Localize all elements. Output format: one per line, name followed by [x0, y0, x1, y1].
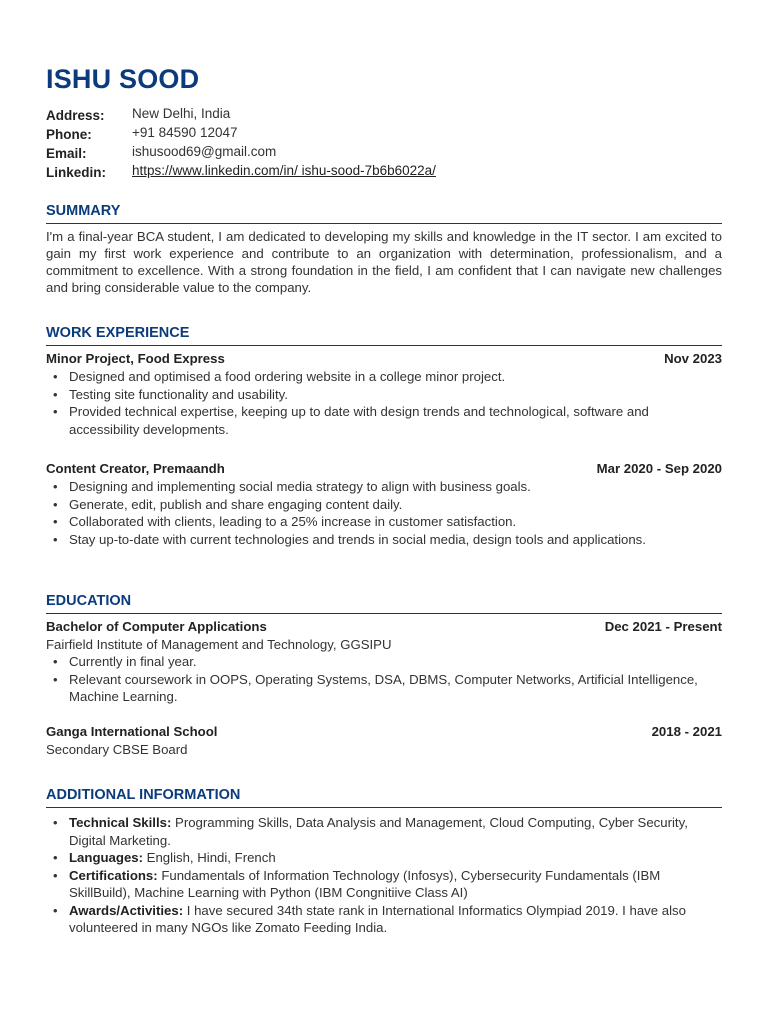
- contact-row-email: [46, 142, 722, 161]
- job-date: Nov 2023: [664, 351, 722, 366]
- bullet-icon: •: [53, 369, 58, 384]
- email-value: ishusood69@gmail.com: [132, 144, 277, 159]
- bullet-icon: •: [53, 514, 58, 529]
- list-item: • Designing and implementing social media strategy to align with business goals.: [53, 479, 531, 494]
- additional-info-section: [46, 785, 722, 937]
- bullet-icon: •: [53, 902, 58, 918]
- item-label: Languages:: [69, 850, 144, 865]
- entry-header: [46, 460, 722, 478]
- institution-name: Fairfield Institute of Management and Technology, GGSIPU: [46, 637, 392, 652]
- bullet-icon: •: [53, 867, 58, 883]
- list-item: • Relevant coursework in OOPS, Operating Systems, DSA, DBMS, Computer Networks, Artificial Intelligence, Machine Learning.: [53, 671, 698, 704]
- job-title: Content Creator, Premaandh: [46, 461, 225, 476]
- entry-header: [46, 350, 722, 368]
- contact-label: Email:: [46, 146, 87, 161]
- section-title: EDUCATION: [46, 593, 132, 609]
- section-divider: [46, 613, 722, 614]
- item-label: Awards/Activities:: [69, 902, 184, 918]
- bullet-icon: •: [53, 815, 58, 830]
- list-item: • Currently in final year.: [53, 654, 197, 669]
- list-item: • Languages: English, Hindi, French: [53, 850, 276, 865]
- education-entry: [46, 618, 722, 706]
- contact-row-address: [46, 104, 722, 123]
- education-date: Dec 2021 - Present: [604, 619, 722, 634]
- list-item: • Generate, edit, publish and share engaging content daily.: [53, 496, 403, 512]
- section-divider: [46, 807, 722, 808]
- job-date: Mar 2020 - Sep 2020: [596, 461, 722, 476]
- section-divider: [46, 345, 722, 346]
- bullet-icon: •: [53, 404, 58, 419]
- list-item: • Awards/Activities: I have secured 34th state rank in International Informatics Olympiad 2019. I have also volunteered in many NGOs like Zomato Feeding India.: [53, 902, 686, 935]
- summary-text: I'm a final-year BCA student, I am dedicated to developing my skills and knowledge in the IT sector. I am excited to gain my first work experience and contribute to an organization with determination, professionalism, and a commitment to excellence. With a strong foundation in the field, I am confident that I can navigate new challenges and bring considerable value to the company.: [46, 229, 722, 295]
- contact-label: Phone:: [46, 127, 92, 142]
- phone-value: +91 84590 12047: [132, 125, 238, 140]
- contact-row-linkedin: [46, 161, 722, 180]
- bullet-icon: •: [53, 479, 58, 494]
- section-title: ADDITIONAL INFORMATION: [46, 787, 241, 803]
- list-item: • Stay up-to-date with current technologies and trends in social media, design tools and applications.: [53, 531, 646, 547]
- work-entry: [46, 350, 722, 438]
- bullet-icon: •: [53, 671, 58, 687]
- entry-header: [46, 723, 722, 741]
- work-experience-section: [46, 323, 722, 548]
- degree-title: Bachelor of Computer Applications: [46, 619, 267, 634]
- list-item: • Designed and optimised a food ordering website in a college minor project.: [53, 369, 506, 384]
- job-title: Minor Project, Food Express: [46, 351, 225, 366]
- contact-row-phone: [46, 123, 722, 142]
- contact-block: [46, 104, 722, 180]
- section-title: WORK EXPERIENCE: [46, 325, 190, 341]
- bullet-icon: •: [53, 850, 58, 865]
- item-label: Certifications:: [69, 867, 158, 883]
- list-item: • Certifications: Fundamentals of Information Technology (Infosys), Cybersecurity Fundamentals (IBM SkillBuild), Machine Learning with Python (IBM Congnitiive Class AI): [53, 867, 661, 900]
- candidate-name: ISHU SOOD: [46, 64, 200, 94]
- board-name: Secondary CBSE Board: [46, 741, 188, 757]
- list-item: • Technical Skills: Programming Skills, Data Analysis and Management, Cloud Computing, Cyber Security, Digital Marketing.: [53, 815, 688, 848]
- education-date: 2018 - 2021: [651, 723, 722, 739]
- list-item: • Provided technical expertise, keeping up to date with design trends and technological, software and accessibility developments.: [53, 404, 649, 437]
- education-section: [46, 591, 722, 758]
- list-item: • Collaborated with clients, leading to a 25% increase in customer satisfaction.: [53, 514, 517, 529]
- item-label: Technical Skills:: [69, 815, 172, 830]
- section-divider: [46, 223, 722, 224]
- bullet-icon: •: [53, 654, 58, 669]
- entry-header: [46, 618, 722, 636]
- section-title: SUMMARY: [46, 203, 121, 219]
- summary-section: [46, 201, 722, 296]
- bullet-icon: •: [53, 531, 58, 547]
- contact-label: Address:: [46, 108, 105, 123]
- bullet-icon: •: [53, 496, 58, 512]
- bullet-icon: •: [53, 386, 58, 402]
- contact-label: Linkedin:: [46, 165, 106, 180]
- address-value: New Delhi, India: [132, 106, 231, 121]
- linkedin-link[interactable]: https://www.linkedin.com/in/ ishu-sood-7b6b6022a/: [132, 163, 436, 178]
- work-entry: [46, 460, 722, 548]
- education-entry: [46, 723, 722, 758]
- bullet-list: [46, 814, 722, 937]
- bullet-list: [46, 368, 722, 438]
- bullet-list: [46, 478, 722, 548]
- bullet-list: [46, 653, 722, 706]
- school-name: Ganga International School: [46, 723, 218, 739]
- list-item: • Testing site functionality and usability.: [53, 386, 288, 402]
